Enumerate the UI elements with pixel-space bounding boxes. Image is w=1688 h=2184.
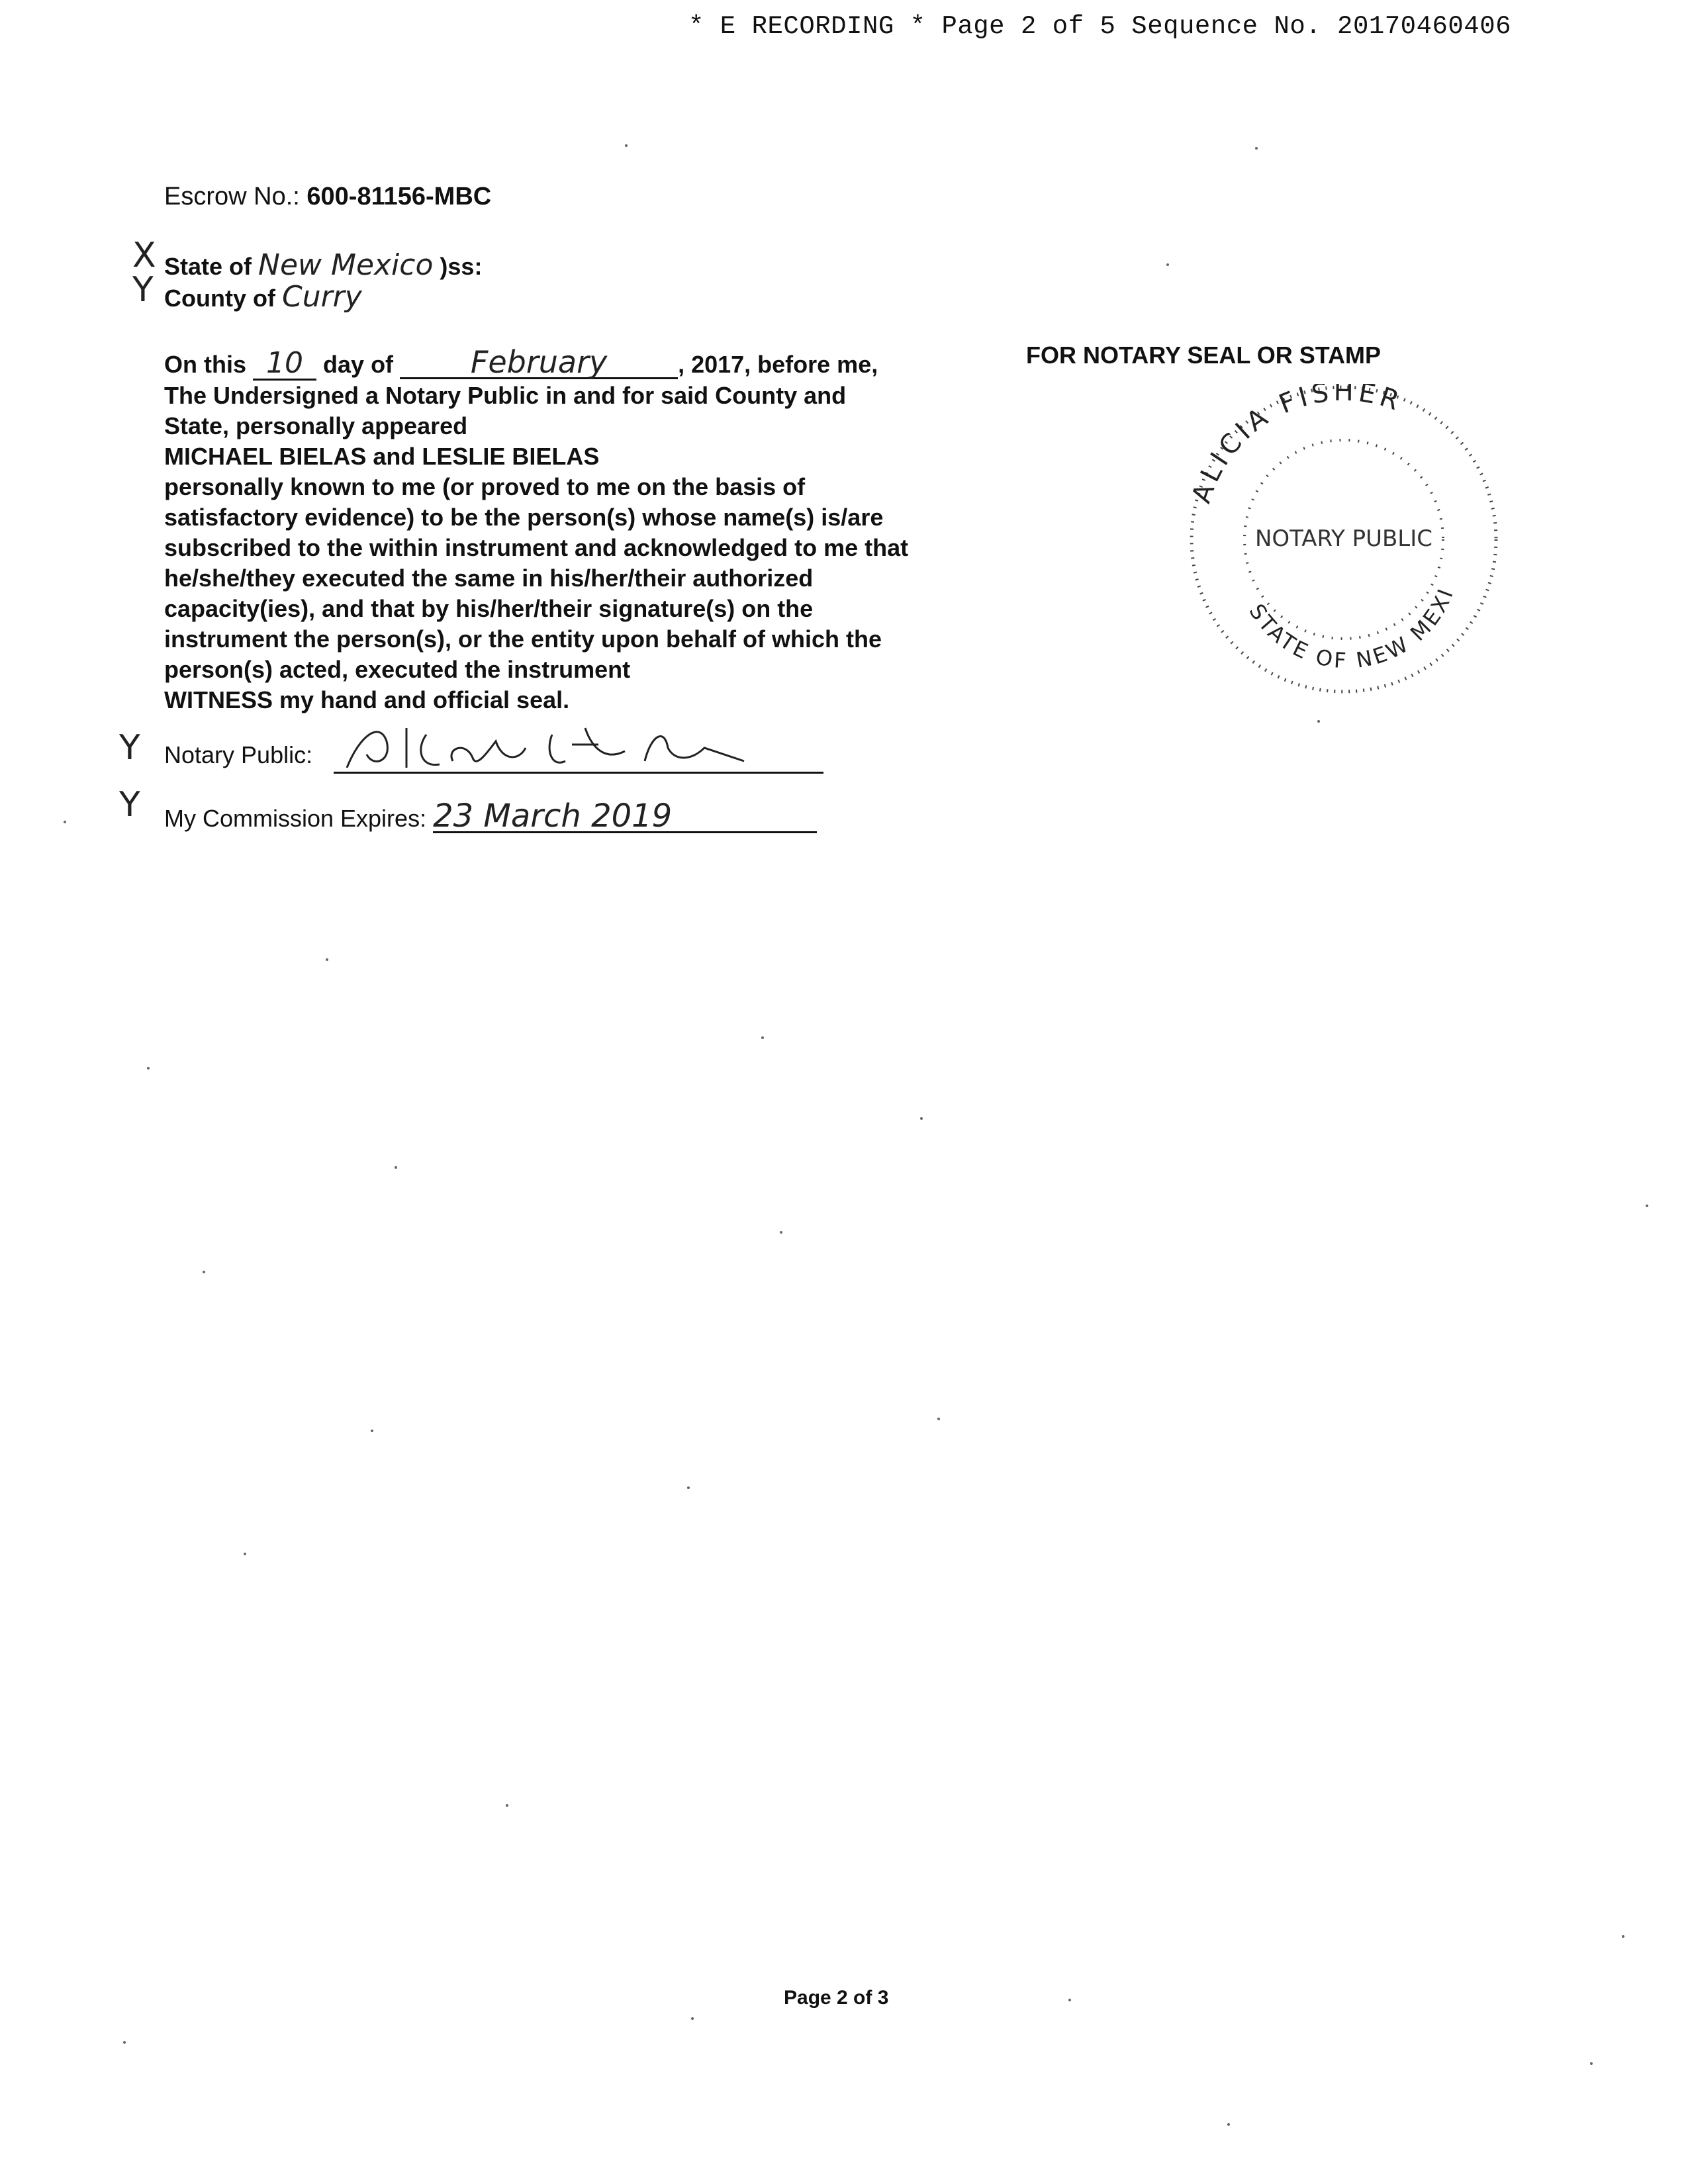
day-value: 10 — [253, 348, 316, 381]
state-line — [164, 250, 482, 282]
scan-speck — [64, 821, 66, 823]
county-x-mark: Y — [132, 270, 154, 310]
scan-speck — [1646, 1205, 1648, 1207]
ack-line: he/she/they executed the same in his/her/their authorized — [164, 565, 814, 592]
acknowledgment-block — [164, 344, 959, 715]
svg-text:ALICIA FISHER — [1186, 384, 1407, 507]
ack-line: MICHAEL BIELAS and LESLIE BIELAS — [164, 443, 600, 470]
ack-line: State, personally appeared — [164, 412, 468, 439]
notary-seal-graphic — [1165, 384, 1523, 695]
escrow-number: 600-81156-MBC — [306, 183, 492, 210]
scan-speck — [1317, 720, 1320, 723]
scan-speck — [687, 1486, 690, 1489]
notary-seal — [1165, 384, 1523, 695]
county-label: County of — [164, 285, 275, 312]
scan-speck — [625, 144, 628, 147]
state-value: New Mexico — [258, 248, 434, 282]
notary-signature — [334, 721, 823, 774]
ack-line: The Undersigned a Notary Public in and for said County and — [164, 382, 847, 409]
ack-line: capacity(ies), and that by his/her/their signature(s) on the — [164, 595, 814, 622]
ack-line: subscribed to the within instrument and acknowledged to me that — [164, 534, 909, 561]
seal-title: FOR NOTARY SEAL OR STAMP — [1026, 341, 1382, 369]
scan-speck — [761, 1036, 764, 1039]
witness-line: WITNESS my hand and official seal. — [164, 686, 570, 713]
scan-speck — [1166, 263, 1169, 266]
escrow-label: Escrow No.: — [164, 183, 300, 210]
seal-name: ALICIA FISHER — [1186, 384, 1407, 507]
seal-state: STATE OF NEW MEXI — [1244, 583, 1460, 674]
ack-line: person(s) acted, executed the instrument — [164, 656, 631, 683]
month-value: February — [400, 347, 678, 379]
ack-line: personally known to me (or proved to me on the basis of — [164, 473, 806, 500]
commission-line — [164, 797, 817, 835]
state-x-mark: X — [132, 236, 156, 275]
escrow-line — [164, 181, 491, 212]
ss-label: )ss: — [440, 253, 483, 280]
commission-value: 23 March 2019 — [433, 801, 817, 833]
year-text: , 2017, before me, — [678, 351, 878, 378]
notary-line — [164, 740, 312, 770]
scan-speck — [1255, 147, 1258, 150]
state-label: State of — [164, 253, 252, 280]
commission-y-mark: Y — [119, 785, 140, 825]
recording-header: * E RECORDING * Page 2 of 5 Sequence No. 20170460406 — [688, 12, 1511, 41]
scan-speck — [920, 1117, 923, 1120]
scan-speck — [691, 2017, 694, 2020]
ack-line: instrument the person(s), or the entity upon behalf of which the — [164, 625, 882, 653]
scan-speck — [203, 1271, 205, 1273]
date-line — [164, 344, 959, 381]
scan-speck — [780, 1231, 782, 1234]
county-value: Curry — [281, 280, 362, 314]
scan-speck — [326, 958, 328, 961]
ack-line: satisfactory evidence) to be the person(s) whose name(s) is/are — [164, 504, 884, 531]
scan-speck — [1590, 2062, 1593, 2065]
notary-label: Notary Public: — [164, 741, 313, 768]
scan-speck — [1227, 2123, 1230, 2126]
scan-speck — [371, 1430, 373, 1432]
page-footer: Page 2 of 3 — [784, 1987, 889, 2009]
signature-scribble — [334, 721, 823, 772]
scan-speck — [147, 1067, 150, 1069]
scan-speck — [1622, 1935, 1624, 1938]
county-line — [164, 282, 362, 314]
scan-speck — [1068, 1999, 1071, 2001]
notary-y-mark: Y — [119, 728, 140, 768]
seal-center-text: NOTARY PUBLIC — [1254, 525, 1433, 552]
scan-speck — [506, 1804, 508, 1807]
scan-speck — [937, 1418, 940, 1420]
on-this-label: On this — [164, 351, 246, 378]
commission-label: My Commission Expires: — [164, 805, 427, 832]
scan-speck — [244, 1553, 246, 1555]
scan-speck — [123, 2041, 126, 2044]
scan-speck — [395, 1166, 397, 1169]
day-of-label: day of — [323, 351, 394, 378]
